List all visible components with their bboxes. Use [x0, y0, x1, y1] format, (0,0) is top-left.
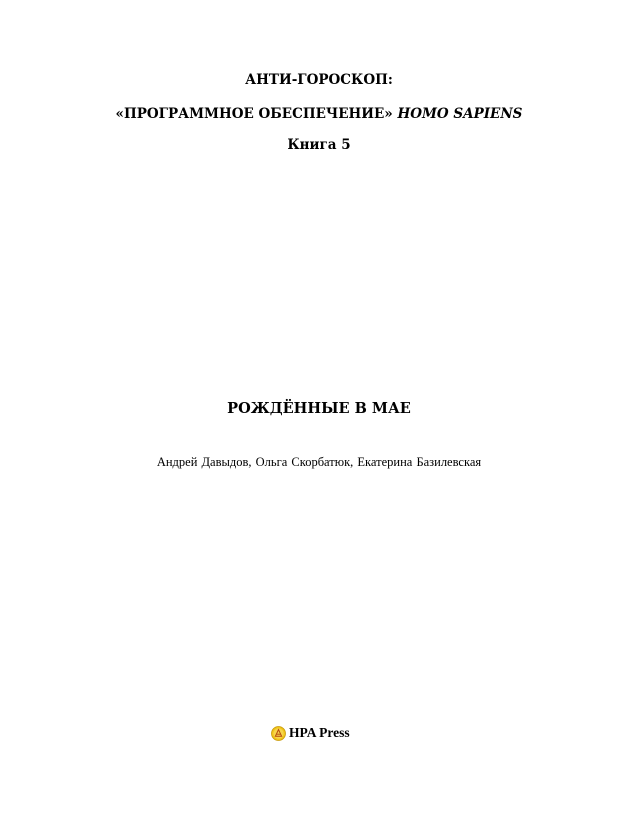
publisher	[271, 723, 350, 743]
series-subtitle	[0, 106, 638, 122]
authors: Андрей Давыдов, Ольга Скорбатюк, Екатерина Базилевская	[156, 455, 482, 469]
book-title: РОЖДЁННЫЕ В МАЕ	[227, 400, 411, 417]
hpa-logo-icon	[271, 726, 286, 741]
publisher-name: HPA Press	[289, 725, 350, 740]
series-subtitle-main: «ПРОГРАММНОЕ ОБЕСПЕЧЕНИЕ»	[115, 106, 393, 122]
series-title: АНТИ-ГОРОСКОП:	[245, 72, 393, 88]
book-number: Книга 5	[287, 137, 351, 153]
series-subtitle-italic: HOMO SAPIENS	[397, 106, 523, 122]
